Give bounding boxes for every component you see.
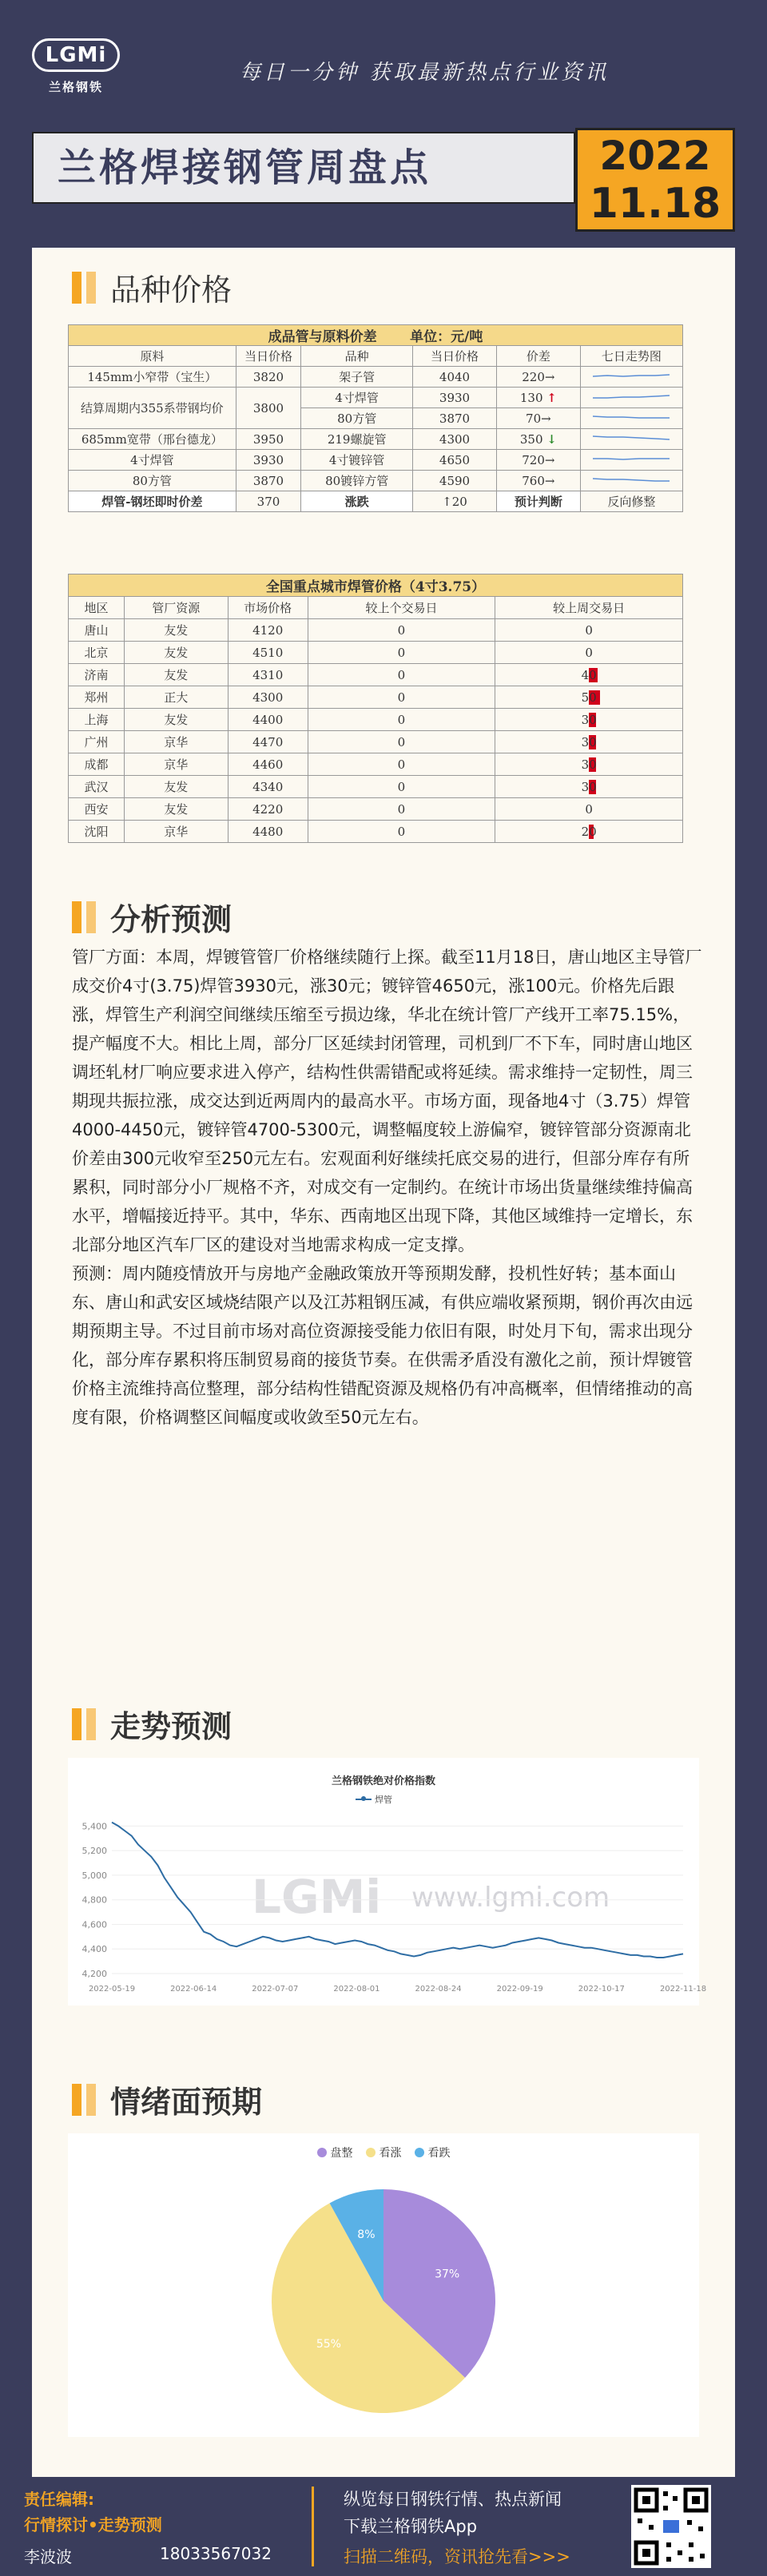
col-header: 市场价格 xyxy=(228,597,308,619)
raw-price: 3870 xyxy=(236,471,301,491)
product: 4寸焊管 xyxy=(301,388,413,408)
sparkline xyxy=(580,429,682,450)
change-value: 30 xyxy=(581,712,597,727)
product-price: 3870 xyxy=(413,408,497,429)
city-cell: 西安 xyxy=(69,798,125,821)
raw-price: 3800 xyxy=(236,388,301,429)
section-marker-icon xyxy=(86,1708,96,1740)
date-year: 2022 xyxy=(599,133,711,179)
city-cell: 唐山 xyxy=(69,619,125,642)
day-change-cell xyxy=(308,642,495,664)
change-value: 0 xyxy=(397,824,406,839)
price-cell: 4470 xyxy=(228,731,308,753)
x-tick-label: 2022-08-24 xyxy=(415,1985,462,1994)
x-tick-label: 2022-10-17 xyxy=(578,1985,625,1994)
spread: 760→ xyxy=(496,471,580,491)
col-header: 品种 xyxy=(301,346,413,367)
col-header: 地区 xyxy=(69,597,125,619)
spread-table-title xyxy=(69,325,683,346)
mill-cell: 友发 xyxy=(124,664,228,686)
mill-cell: 友发 xyxy=(124,642,228,664)
content-card xyxy=(32,248,735,2477)
pie-label: 37% xyxy=(435,2268,460,2281)
y-tick-label: 4,600 xyxy=(81,1919,107,1930)
week-change-cell xyxy=(495,776,683,798)
table-row xyxy=(69,491,683,512)
spread: 720→ xyxy=(496,450,580,471)
sparkline xyxy=(580,471,682,491)
col-header: 原料 xyxy=(69,346,236,367)
col-header: 七日走势图 xyxy=(580,346,682,367)
down-arrow-icon: ↓ xyxy=(546,431,557,447)
change-value: 30 xyxy=(581,757,597,772)
product-price: 4040 xyxy=(413,367,497,388)
week-change-cell xyxy=(495,821,683,843)
day-change-cell xyxy=(308,619,495,642)
table-row xyxy=(69,429,683,450)
week-change-cell xyxy=(495,798,683,821)
week-change-cell xyxy=(495,686,683,709)
price-cell: 4340 xyxy=(228,776,308,798)
table-row xyxy=(69,664,683,686)
price-cell: 4480 xyxy=(228,821,308,843)
header xyxy=(0,0,767,240)
product: 219螺旋管 xyxy=(301,429,413,450)
price-cell: 4120 xyxy=(228,619,308,642)
change-label: 涨跌 xyxy=(301,491,413,512)
sparkline xyxy=(580,367,682,388)
day-change-cell xyxy=(308,731,495,753)
x-tick-label: 2022-07-07 xyxy=(252,1985,299,1994)
price-cell: 4460 xyxy=(228,753,308,776)
y-tick-label: 4,800 xyxy=(81,1894,107,1906)
raw-material: 80方管 xyxy=(69,471,236,491)
section-marker-icon xyxy=(86,901,96,933)
day-change-cell xyxy=(308,709,495,731)
city-cell: 成都 xyxy=(69,753,125,776)
day-change-cell xyxy=(308,821,495,843)
section-marker-icon xyxy=(86,272,96,304)
week-change-cell xyxy=(495,731,683,753)
gap-value: 370 xyxy=(236,491,301,512)
section-title-trend: 走势预测 xyxy=(110,1709,232,1744)
raw-material: 685mm宽带（邢台德龙） xyxy=(69,429,236,450)
section-title-analysis: 分析预测 xyxy=(110,902,232,937)
date-box xyxy=(575,128,735,232)
mill-cell: 正大 xyxy=(124,686,228,709)
section-title-price: 品种价格 xyxy=(110,272,232,308)
footer-divider xyxy=(312,2487,314,2566)
week-change-cell xyxy=(495,753,683,776)
footer-line-3: 扫描二维码，资讯抢先看>>> xyxy=(344,2547,570,2566)
legend-label: 焊管 xyxy=(375,1795,392,1805)
legend-label: 看涨 xyxy=(379,2147,402,2160)
y-tick-label: 5,200 xyxy=(81,1846,107,1857)
legend-label: 看跌 xyxy=(427,2147,451,2160)
day-change-cell xyxy=(308,753,495,776)
raw-material: 4寸焊管 xyxy=(69,450,236,471)
chart-title: 兰格钢铁绝对价格指数 xyxy=(331,1775,435,1787)
section-analysis xyxy=(72,895,232,939)
watermark-logo: LGMi xyxy=(252,1870,382,1924)
spread: 350 ↓ xyxy=(496,429,580,450)
gap-label: 焊管-钢坯即时价差 xyxy=(69,491,236,512)
city-cell: 沈阳 xyxy=(69,821,125,843)
city-cell: 广州 xyxy=(69,731,125,753)
change-value: 0 xyxy=(397,734,406,749)
sparkline xyxy=(580,450,682,471)
date-month-day: 11.18 xyxy=(589,180,721,228)
change-value: 50 xyxy=(581,690,597,705)
change-value: 0 xyxy=(585,645,593,660)
price-cell: 4400 xyxy=(228,709,308,731)
mill-cell: 友发 xyxy=(124,798,228,821)
spread: 70→ xyxy=(496,408,580,429)
change-value: 0 xyxy=(397,667,406,682)
price-cell: 4310 xyxy=(228,664,308,686)
section-marker-icon xyxy=(86,2084,96,2116)
table-row xyxy=(69,450,683,471)
sparkline xyxy=(580,388,682,408)
editor-label: 责任编辑: xyxy=(24,2490,94,2509)
city-cell: 武汉 xyxy=(69,776,125,798)
day-change-cell xyxy=(308,686,495,709)
change-value: 0 xyxy=(397,645,406,660)
city-cell: 北京 xyxy=(69,642,125,664)
table-row xyxy=(69,731,683,753)
week-change-cell xyxy=(495,709,683,731)
day-change-cell xyxy=(308,798,495,821)
raw-price: 3930 xyxy=(236,450,301,471)
pie-label: 55% xyxy=(316,2338,341,2351)
city-table-title: 全国重点城市焊管价格（4寸3.75） xyxy=(69,574,683,597)
city-cell: 济南 xyxy=(69,664,125,686)
table-row xyxy=(69,798,683,821)
section-marker-icon xyxy=(72,901,81,933)
change-value: 0 xyxy=(585,801,593,817)
section-trend xyxy=(72,1702,232,1746)
col-header: 当日价格 xyxy=(236,346,301,367)
x-tick-label: 2022-05-19 xyxy=(88,1985,136,1994)
mill-cell: 京华 xyxy=(124,731,228,753)
y-tick-label: 5,000 xyxy=(81,1870,107,1881)
change-value: 20 xyxy=(581,824,597,839)
change-value: 0 xyxy=(397,690,406,705)
week-change-cell xyxy=(495,664,683,686)
price-cell: 4300 xyxy=(228,686,308,709)
raw-material: 结算周期内355系带钢均价 xyxy=(69,388,236,429)
change-value: 0 xyxy=(397,622,406,638)
spread: 130 ↑ xyxy=(496,388,580,408)
day-change-cell xyxy=(308,664,495,686)
table-row xyxy=(69,753,683,776)
product-price: 3930 xyxy=(413,388,497,408)
qr-code-icon[interactable] xyxy=(631,2485,711,2568)
city-price-table xyxy=(68,574,683,843)
change-value: 0 xyxy=(397,757,406,772)
section-marker-icon xyxy=(72,1708,81,1740)
city-cell: 上海 xyxy=(69,709,125,731)
watermark-url: www.lgmi.com xyxy=(411,1882,610,1914)
product: 4寸镀锌管 xyxy=(301,450,413,471)
y-tick-label: 4,400 xyxy=(81,1944,107,1955)
change-value: 0 xyxy=(397,779,406,794)
footer-line-2: 下载兰格钢铁App xyxy=(344,2517,478,2536)
raw-material: 145mm小窄带（宝生） xyxy=(69,367,236,388)
judge-label: 预计判断 xyxy=(496,491,580,512)
product: 80方管 xyxy=(301,408,413,429)
line-chart-svg xyxy=(68,1758,707,2006)
section-price xyxy=(72,265,232,309)
change-value: 30 xyxy=(581,779,597,794)
table-row xyxy=(69,471,683,491)
table-row xyxy=(69,821,683,843)
y-tick-label: 4,200 xyxy=(81,1969,107,1979)
footer xyxy=(0,2477,767,2576)
table-row xyxy=(69,642,683,664)
editor-desc: 行情探讨•走势预测 xyxy=(24,2515,162,2534)
product-price: 4300 xyxy=(413,429,497,450)
legend-label: 盘整 xyxy=(330,2147,353,2160)
spread: 220→ xyxy=(496,367,580,388)
analysis-paragraph: 管厂方面：本周，焊镀管管厂价格继续随行上探。截至11月18日，唐山地区主导管厂成交价4寸(3.75)焊管3930元，涨30元；镀锌管4650元，涨100元。价格先后跟涨，焊管生产利润空间继续压缩至亏损边缘，华北在统计管厂产线开工率75.15%，提产幅度不大。相比上周，部分厂区延续封闭管理，司机到厂不下车，同时唐山地区调坯轧材厂响应要求进入停产，结构性供需错配或将延续。需求维持一定韧性，周三期现共振拉涨，成交达到近两周内的最高水平。市场方面，现备地4寸（3.75）焊管4000-4450元，镀锌管4700-5300元，调整幅度较上游偏窄，镀锌管部分资源南北价差由300元收窄至250元左右。宏观面利好继续托底交易的进行，但部分库存有所累积，同时部分小厂规格不齐，对成交有一定制约。在统计市场出货量继续维持偏高水平，增幅接近持平。其中，华东、西南地区出现下降，其他区域维持一定增长，东北部分地区汽车厂区的建设对当地需求构成一定支撑。 xyxy=(72,948,702,1254)
col-header: 当日价格 xyxy=(413,346,497,367)
y-tick-label: 5,400 xyxy=(81,1821,107,1832)
spread-table xyxy=(68,324,683,512)
section-marker-icon xyxy=(72,272,81,304)
raw-price: 3820 xyxy=(236,367,301,388)
editor-name: 李波波 xyxy=(24,2547,72,2566)
x-tick-label: 2022-11-18 xyxy=(659,1985,707,1994)
table-row xyxy=(69,686,683,709)
day-change-cell xyxy=(308,776,495,798)
table-row xyxy=(69,709,683,731)
change-value: ↑20 xyxy=(413,491,497,512)
mill-cell: 友发 xyxy=(124,709,228,731)
section-title-sentiment: 情绪面预期 xyxy=(110,2085,263,2120)
tagline: 每日一分钟 获取最新热点行业资讯 xyxy=(240,61,610,85)
change-value: 0 xyxy=(397,801,406,817)
section-sentiment xyxy=(72,2077,262,2121)
table-row xyxy=(69,367,683,388)
product-price: 4650 xyxy=(413,450,497,471)
logo-mark: LGMi xyxy=(32,38,120,72)
series-line-焊管 xyxy=(112,1823,683,1958)
table-row xyxy=(69,776,683,798)
spread-table-title-text: 成品管与原料价差 xyxy=(268,329,377,345)
table-row xyxy=(69,388,683,408)
price-cell: 4220 xyxy=(228,798,308,821)
product: 80镀锌方管 xyxy=(301,471,413,491)
sentiment-pie-chart xyxy=(68,2133,699,2437)
mill-cell: 京华 xyxy=(124,821,228,843)
city-cell: 郑州 xyxy=(69,686,125,709)
change-value: 0 xyxy=(585,622,593,638)
week-change-cell xyxy=(495,619,683,642)
product-price: 4590 xyxy=(413,471,497,491)
x-tick-label: 2022-06-14 xyxy=(170,1985,217,1994)
col-header: 较上周交易日 xyxy=(495,597,683,619)
sparkline xyxy=(580,408,682,429)
change-value: 0 xyxy=(397,712,406,727)
spread-table-unit: 单位：元/吨 xyxy=(410,329,483,345)
product: 架子管 xyxy=(301,367,413,388)
col-header: 管厂资源 xyxy=(124,597,228,619)
table-row xyxy=(69,619,683,642)
pie-label: 8% xyxy=(357,2228,376,2241)
change-value: 30 xyxy=(581,734,597,749)
x-tick-label: 2022-09-19 xyxy=(496,1985,543,1994)
mill-cell: 友发 xyxy=(124,776,228,798)
section-marker-icon xyxy=(72,2084,81,2116)
mill-cell: 京华 xyxy=(124,753,228,776)
logo-subtitle: 兰格钢铁 xyxy=(48,80,103,94)
price-index-chart xyxy=(68,1758,707,2006)
page-title: 兰格焊接钢管周盘点 xyxy=(32,132,575,204)
x-tick-label: 2022-08-01 xyxy=(333,1985,380,1994)
change-value: 40 xyxy=(581,667,597,682)
up-arrow-icon: ↑ xyxy=(546,390,557,405)
raw-price: 3950 xyxy=(236,429,301,450)
analysis-text xyxy=(72,943,703,1432)
pie-chart-svg xyxy=(68,2133,699,2437)
forecast-paragraph: 预测：周内随疫情放开与房地产金融政策放开等预期发酵，投机性好转；基本面山东、唐山和武安区域烧结限产以及江苏粗钢压减，有供应端收紧预期，钢价再次由远期预期主导。不过目前市场对高位资源接受能力依旧有限，时处月下旬，需求出现分化，部分库存累积将压制贸易商的接货节奏。在供需矛盾没有激化之前，预计焊镀管价格主流维持高位整理，部分结构性错配资源及规格仍有冲高概率，但情绪推动的高度有限，价格调整区间幅度或收敛至50元左右。 xyxy=(72,1264,693,1427)
footer-line-1: 纵览每日钢铁行情、热点新闻 xyxy=(344,2490,562,2509)
judge-value: 反向修整 xyxy=(580,491,682,512)
col-header: 价差 xyxy=(496,346,580,367)
editor-phone[interactable]: 18033567032 xyxy=(160,2544,272,2563)
week-change-cell xyxy=(495,642,683,664)
logo xyxy=(32,38,120,94)
mill-cell: 友发 xyxy=(124,619,228,642)
col-header: 较上个交易日 xyxy=(308,597,495,619)
price-cell: 4510 xyxy=(228,642,308,664)
